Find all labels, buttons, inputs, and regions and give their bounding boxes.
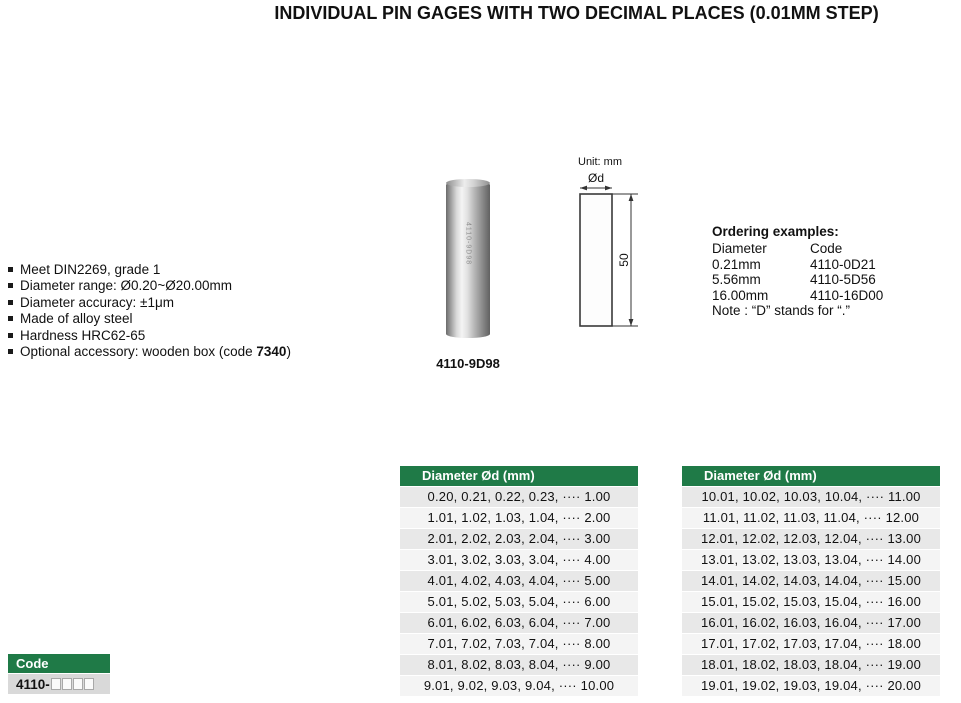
table-row: 13.01, 13.02, 13.03, 13.04, ···· 14.00 xyxy=(682,550,940,570)
code-placeholder-box xyxy=(84,678,94,690)
table-row: 4.01, 4.02, 4.03, 4.04, ···· 5.00 xyxy=(400,571,638,591)
unit-label: Unit: mm xyxy=(578,156,622,168)
feature-text: ) xyxy=(286,344,291,360)
feature-text: Diameter accuracy: ±1μm xyxy=(20,294,174,310)
feature-text: Made of alloy steel xyxy=(20,311,133,327)
feature-text: Optional accessory: wooden box (code xyxy=(20,344,257,360)
ordering-col-diameter: Diameter xyxy=(712,241,767,256)
table-header: Diameter Ød (mm) xyxy=(400,466,638,486)
feature-list xyxy=(8,262,291,360)
table-row: 18.01, 18.02, 18.03, 18.04, ···· 19.00 xyxy=(682,655,940,675)
product-code-label: 4110-9D98 xyxy=(436,356,500,371)
square-bullet-icon xyxy=(8,349,13,354)
ordering-code: 4110-0D21 xyxy=(810,256,876,272)
ordering-code: 4110-16D00 xyxy=(810,287,884,303)
accessory-code: 7340 xyxy=(256,344,287,360)
ordering-heading: Ordering examples: xyxy=(712,224,839,239)
ordering-diameter: 5.56mm xyxy=(712,272,761,288)
arrow-up-icon xyxy=(629,194,634,201)
code-prefix: 4110- xyxy=(16,676,50,692)
table-row: 3.01, 3.02, 3.03, 3.04, ···· 4.00 xyxy=(400,550,638,570)
table-row: 10.01, 10.02, 10.03, 10.04, ···· 11.00 xyxy=(682,487,940,507)
ordering-note: Note : “D” stands for “.” xyxy=(712,303,851,319)
feature-text: Meet DIN2269, grade 1 xyxy=(20,262,161,277)
length-dim-label: 50 xyxy=(617,253,631,267)
code-placeholder-box xyxy=(62,678,72,690)
feature-item xyxy=(8,311,291,327)
ordering-row xyxy=(712,272,932,288)
square-bullet-icon xyxy=(8,316,13,321)
table-row: 9.01, 9.02, 9.03, 9.04, ···· 10.00 xyxy=(400,676,638,696)
arrow-right-icon xyxy=(605,186,612,191)
technical-drawing xyxy=(572,156,682,350)
code-placeholder-box xyxy=(73,678,83,690)
table-row: 17.01, 17.02, 17.03, 17.04, ···· 18.00 xyxy=(682,634,940,654)
ordering-row xyxy=(712,257,932,273)
table-row: 11.01, 11.02, 11.03, 11.04, ···· 12.00 xyxy=(682,508,940,528)
feature-text: Diameter range: Ø0.20~Ø20.00mm xyxy=(20,278,232,294)
table-row: 7.01, 7.02, 7.03, 7.04, ···· 8.00 xyxy=(400,634,638,654)
arrow-left-icon xyxy=(580,186,587,191)
diameter-table-right xyxy=(682,466,940,697)
code-block-value xyxy=(8,674,110,694)
feature-item xyxy=(8,295,291,311)
ordering-code: 4110-5D56 xyxy=(810,272,876,288)
feature-item-optional-accessory xyxy=(8,344,291,360)
arrow-down-icon xyxy=(629,319,634,326)
table-row: 16.01, 16.02, 16.03, 16.04, ···· 17.00 xyxy=(682,613,940,633)
table-row: 12.01, 12.02, 12.03, 12.04, ···· 13.00 xyxy=(682,529,940,549)
ordering-examples xyxy=(712,224,932,319)
diameter-table-left xyxy=(400,466,638,697)
table-row: 19.01, 19.02, 19.03, 19.04, ···· 20.00 xyxy=(682,676,940,696)
feature-text: Hardness HRC62-65 xyxy=(20,327,146,343)
table-row: 0.20, 0.21, 0.22, 0.23, ···· 1.00 xyxy=(400,487,638,507)
feature-item xyxy=(8,278,291,294)
ordering-row xyxy=(712,288,932,304)
ordering-diameter: 0.21mm xyxy=(712,256,761,272)
feature-item xyxy=(8,262,291,278)
table-row: 8.01, 8.02, 8.03, 8.04, ···· 9.00 xyxy=(400,655,638,675)
code-block-header: Code xyxy=(8,654,110,673)
square-bullet-icon xyxy=(8,300,13,305)
pin-dimension-drawing xyxy=(572,170,672,350)
square-bullet-icon xyxy=(8,283,13,288)
table-row: 5.01, 5.02, 5.03, 5.04, ···· 6.00 xyxy=(400,592,638,612)
page-title: INDIVIDUAL PIN GAGES WITH TWO DECIMAL PLACES (0.01MM STEP) xyxy=(274,3,879,23)
feature-item xyxy=(8,328,291,344)
table-header: Diameter Ød (mm) xyxy=(682,466,940,486)
diameter-dim-label: Ød xyxy=(587,171,605,185)
ordering-col-code: Code xyxy=(810,241,843,256)
table-row: 14.01, 14.02, 14.03, 14.04, ···· 15.00 xyxy=(682,571,940,591)
square-bullet-icon xyxy=(8,267,13,272)
pin-outline-rect xyxy=(580,194,612,326)
table-row: 1.01, 1.02, 1.03, 1.04, ···· 2.00 xyxy=(400,508,638,528)
square-bullet-icon xyxy=(8,333,13,338)
table-row: 2.01, 2.02, 2.03, 2.04, ···· 3.00 xyxy=(400,529,638,549)
ordering-diameter: 16.00mm xyxy=(712,287,769,303)
pin-gage-photo xyxy=(446,181,490,338)
pin-engraving-text: 4110-9D98 xyxy=(464,221,472,265)
table-row: 6.01, 6.02, 6.03, 6.04, ···· 7.00 xyxy=(400,613,638,633)
code-placeholder-box xyxy=(51,678,61,690)
table-row: 15.01, 15.02, 15.03, 15.04, ···· 16.00 xyxy=(682,592,940,612)
ordering-column-headers xyxy=(712,241,932,257)
